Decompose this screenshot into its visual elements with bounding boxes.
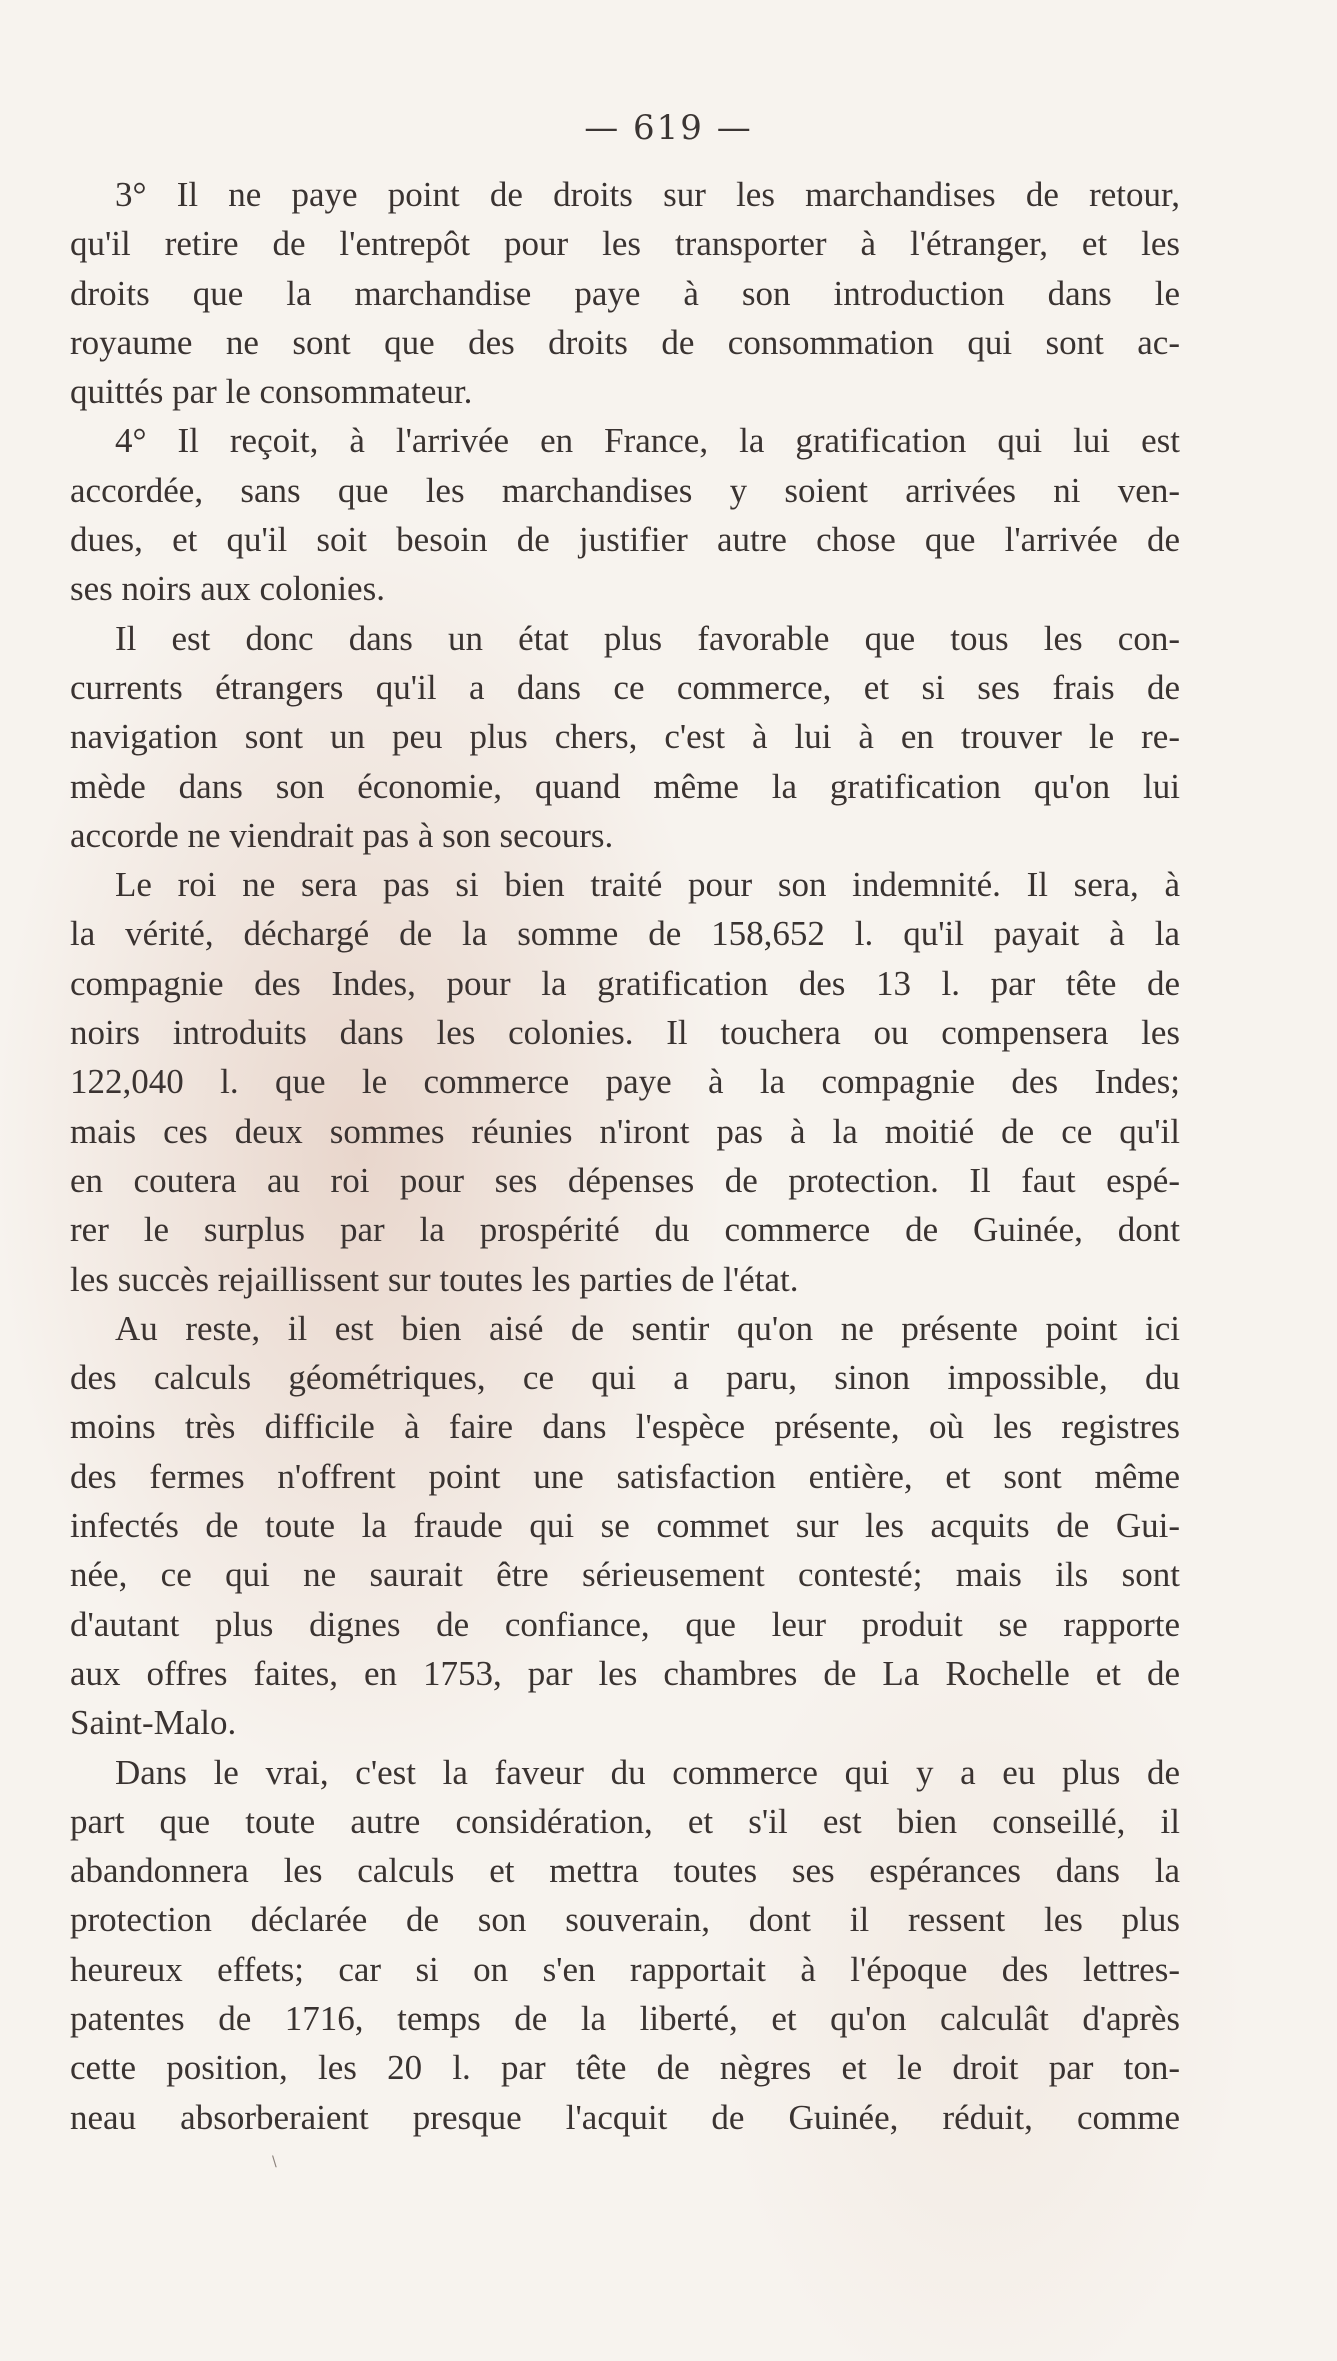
- text-line: aux offres faites, en 1753, par les chambres de La Rochelle et de: [70, 1653, 1180, 1693]
- text-line: les succès rejaillissent sur toutes les parties de l'état.: [70, 1259, 799, 1299]
- text-line: infectés de toute la fraude qui se commet sur les acquits de Gui-: [70, 1506, 1180, 1546]
- text-line: des calculs géométriques, ce qui a paru, sinon impossible, du: [70, 1358, 1180, 1398]
- text-line: part que toute autre considération, et s'il est bien conseillé, il: [70, 1801, 1180, 1841]
- text-line: Au reste, il est bien aisé de sentir qu'on ne présente point ici: [115, 1308, 1180, 1348]
- text-line: mède dans son économie, quand même la gratification qu'on lui: [70, 766, 1180, 806]
- text-line: qu'il retire de l'entrepôt pour les transporter à l'étranger, et les: [70, 224, 1180, 264]
- text-line: des fermes n'offrent point une satisfaction entière, et sont même: [70, 1456, 1180, 1496]
- page-number: — 619 —: [584, 108, 753, 148]
- text-line: protection déclarée de son souverain, dont il ressent les plus: [70, 1900, 1180, 1940]
- text-line: 122,040 l. que le commerce paye à la compagnie des Indes;: [70, 1062, 1180, 1102]
- text-line: née, ce qui ne saurait être sérieusement contesté; mais ils sont: [70, 1555, 1180, 1595]
- text-line: compagnie des Indes, pour la gratification des 13 l. par tête de: [70, 963, 1180, 1003]
- text-line: en coutera au roi pour ses dépenses de protection. Il faut espé-: [70, 1160, 1180, 1200]
- text-line: 4° Il reçoit, à l'arrivée en France, la gratification qui lui est: [115, 421, 1180, 461]
- text-line: droits que la marchandise paye à son introduction dans le: [70, 273, 1180, 313]
- text-line: currents étrangers qu'il a dans ce commerce, et si ses frais de: [70, 667, 1180, 707]
- text-line: moins très difficile à faire dans l'espèce présente, où les registres: [70, 1407, 1180, 1447]
- text-line: d'autant plus dignes de confiance, que leur produit se rapporte: [70, 1604, 1180, 1644]
- text-line: cette position, les 20 l. par tête de nègres et le droit par ton-: [70, 2048, 1180, 2088]
- text-line: la vérité, déchargé de la somme de 158,652 l. qu'il payait à la: [70, 914, 1180, 954]
- text-line: quittés par le consommateur.: [70, 372, 473, 412]
- text-line: heureux effets; car si on s'en rapportait à l'époque des lettres-: [70, 1949, 1180, 1989]
- text-line: rer le surplus par la prospérité du commerce de Guinée, dont: [70, 1210, 1180, 1250]
- text-line: Le roi ne sera pas si bien traité pour son indemnité. Il sera, à: [115, 865, 1180, 905]
- text-line: royaume ne sont que des droits de consommation qui sont ac-: [70, 322, 1180, 362]
- text-line: Saint-Malo.: [70, 1703, 237, 1743]
- text-line: ses noirs aux colonies.: [70, 569, 385, 609]
- text-line: accorde ne viendrait pas à son secours.: [70, 815, 614, 855]
- page-body-text: [70, 170, 1180, 2142]
- text-line: mais ces deux sommes réunies n'iront pas à la moitié de ce qu'il: [70, 1111, 1180, 1151]
- text-line: patentes de 1716, temps de la liberté, et qu'on calculât d'après: [70, 1998, 1180, 2038]
- text-line: accordée, sans que les marchandises y soient arrivées ni ven-: [70, 470, 1180, 510]
- text-line: abandonnera les calculs et mettra toutes ses espérances dans la: [70, 1851, 1180, 1891]
- stray-ink-mark: \: [272, 2154, 277, 2170]
- text-line: neau absorberaient presque l'acquit de Guinée, réduit, comme: [70, 2097, 1180, 2137]
- text-line: Il est donc dans un état plus favorable que tous les con-: [115, 618, 1180, 658]
- text-line: noirs introduits dans les colonies. Il touchera ou compensera les: [70, 1013, 1180, 1053]
- text-line: 3° Il ne paye point de droits sur les marchandises de retour,: [115, 175, 1180, 214]
- text-line: navigation sont un peu plus chers, c'est à lui à en trouver le re-: [70, 717, 1180, 757]
- text-line: dues, et qu'il soit besoin de justifier autre chose que l'arrivée de: [70, 520, 1180, 560]
- text-line: Dans le vrai, c'est la faveur du commerce qui y a eu plus de: [115, 1752, 1180, 1792]
